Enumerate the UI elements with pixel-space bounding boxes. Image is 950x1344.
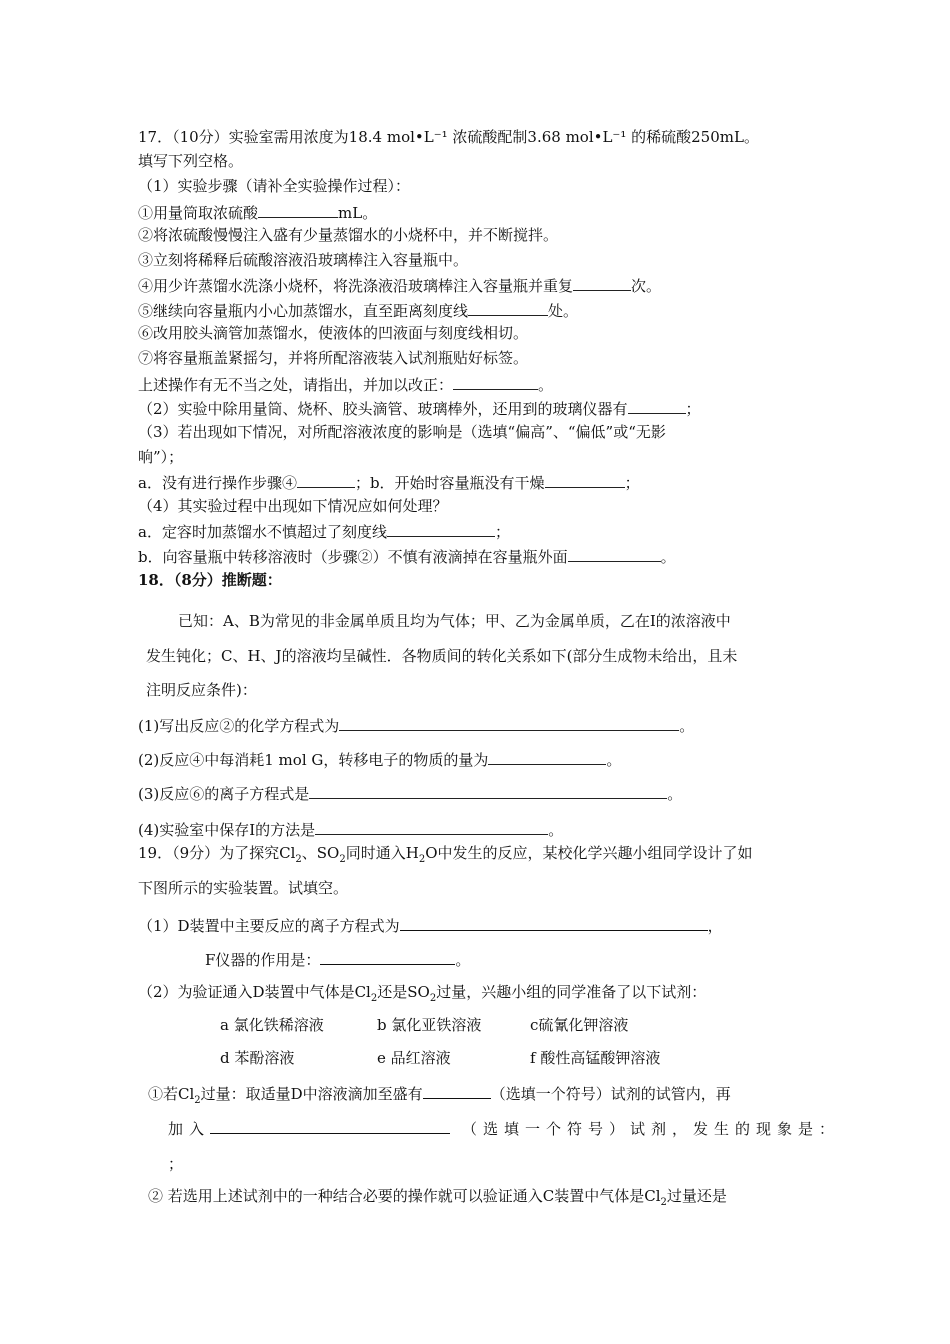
answer-blank[interactable] xyxy=(315,818,548,835)
q18-sub4: (4)实验室中保存I的方法是 。 xyxy=(138,818,563,840)
q19-part1-f: F仪器的作用是： 。 xyxy=(205,948,470,970)
answer-blank[interactable] xyxy=(320,948,455,965)
q19-part1: （1）D装置中主要反应的离子方程式为 ， xyxy=(138,914,723,936)
q19-part2: （2）为验证通入D装置中气体是$Cl_2$还是$SO_2$过量，兴趣小组的同学准备了以下试剂： xyxy=(138,983,707,1004)
q17-step6: ⑥改用胶头滴管加蒸馏水，使液体的凹液面与刻度线相切。 xyxy=(138,324,529,342)
q17-part4: （4）其实验过程中出现如下情况应如何处理？ xyxy=(138,497,448,515)
q17-step7: ⑦将容量瓶盖紧摇匀，并将所配溶液装入试剂瓶贴好标签。 xyxy=(138,349,529,367)
q19-sub1-end: ； xyxy=(168,1155,184,1173)
q18-sub3: (3)反应⑥的离子方程式是 。 xyxy=(138,782,682,804)
q17-part1: （1）实验步骤（请补全实验操作过程）： xyxy=(138,177,411,195)
answer-blank[interactable] xyxy=(573,274,631,291)
answer-blank[interactable] xyxy=(488,748,606,765)
q19-sub1: ①若$Cl_2$过量：取适量D中溶液滴加至盛有 （选填一个符号）试剂的试管内，再 xyxy=(148,1082,731,1111)
q17-step1: ①用量筒取浓硫酸 mL。 xyxy=(138,201,377,223)
answer-blank[interactable] xyxy=(468,299,548,316)
reagent-a: a 氯化铁稀溶液 xyxy=(220,1016,324,1034)
q19-sub1-cont: 加入 （选填一个符号）试剂，发生的现象是： xyxy=(168,1117,840,1139)
answer-blank[interactable] xyxy=(400,914,708,931)
q17-step3: ③立刻将稀释后硫酸溶液沿玻璃棒注入容量瓶中。 xyxy=(138,251,469,269)
answer-blank[interactable] xyxy=(423,1082,491,1099)
q17-step2: ②将浓硫酸慢慢注入盛有少量蒸馏水的小烧杯中，并不断搅拌。 xyxy=(138,226,559,244)
q18-sub2: (2)反应④中每消耗1 mol G，转移电子的物质的量为 。 xyxy=(138,748,621,770)
answer-blank[interactable] xyxy=(545,471,625,488)
q18-para-line1: 已知：A、B为常见的非金属单质且均为气体；甲、乙为金属单质，乙在I的浓溶液中 xyxy=(178,612,731,630)
q19-intro: 下图所示的实验装置。试填空。 xyxy=(138,879,349,897)
reagent-e: e 品红溶液 xyxy=(377,1049,451,1067)
q17-part3: （3）若出现如下情况，对所配溶液浓度的影响是（选填“偏高”、“偏低”或“无影 xyxy=(138,423,666,441)
reagent-c: c硫氰化钾溶液 xyxy=(530,1016,629,1034)
answer-blank[interactable] xyxy=(339,714,679,731)
reagent-f: f 酸性高锰酸钾溶液 xyxy=(530,1049,661,1067)
q17-step4: ④用少许蒸馏水洗涤小烧杯，将洗涤液沿玻璃棒注入容量瓶并重复 次。 xyxy=(138,274,661,296)
q17-part4-b: b．向容量瓶中转移溶液时（步骤②）不慎有液滴掉在容量瓶外面 。 xyxy=(138,545,676,567)
q17-correction: 上述操作有无不当之处，请指出，并加以改正： 。 xyxy=(138,373,553,395)
q17-part3-cont: 响”）； xyxy=(138,448,184,466)
answer-blank[interactable] xyxy=(568,545,661,562)
answer-blank[interactable] xyxy=(628,397,686,414)
q17-heading: 17．（10分）实验室需用浓度为18.4 mol•L⁻¹ 浓硫酸配制3.68 mol•L⁻¹ 的稀硫酸250mL。 xyxy=(138,128,759,146)
reagent-d: d 苯酚溶液 xyxy=(220,1049,295,1067)
q18-heading: 18．（8分）推断题： xyxy=(138,571,282,589)
q18-sub1: (1)写出反应②的化学方程式为 。 xyxy=(138,714,694,736)
answer-blank[interactable] xyxy=(210,1117,450,1134)
answer-blank[interactable] xyxy=(309,782,667,799)
answer-blank[interactable] xyxy=(387,520,495,537)
q18-para-line3: 注明反应条件)： xyxy=(146,681,257,699)
q17-part3-items: a．没有进行操作步骤④ ；b．开始时容量瓶没有干燥 ； xyxy=(138,471,640,493)
q17-part4-a: a．定容时加蒸馏水不慎超过了刻度线 ； xyxy=(138,520,510,542)
q19-heading: 19．（9分）为了探究$Cl_2$、$SO_2$同时通入$H_2O$中发生的反应，某校化学兴趣小组同学设计了如 xyxy=(138,844,753,865)
q17-step5: ⑤继续向容量瓶内小心加蒸馏水，直至距离刻度线 处。 xyxy=(138,299,578,321)
q19-sub2: ② 若选用上述试剂中的一种结合必要的操作就可以验证通入C装置中气体是$Cl_2$过量还是 xyxy=(148,1187,727,1208)
q17-part2: （2）实验中除用量筒、烧杯、胶头滴管、玻璃棒外，还用到的玻璃仪器有 ； xyxy=(138,397,701,419)
answer-blank[interactable] xyxy=(453,373,538,390)
q18-para-line2: 发生钝化；C、H、J的溶液均呈碱性．各物质间的转化关系如下(部分生成物未给出，且未 xyxy=(146,647,738,665)
answer-blank[interactable] xyxy=(297,471,355,488)
q17-intro: 填写下列空格。 xyxy=(138,152,244,170)
answer-blank[interactable] xyxy=(258,201,338,218)
reagent-b: b 氯化亚铁溶液 xyxy=(377,1016,482,1034)
